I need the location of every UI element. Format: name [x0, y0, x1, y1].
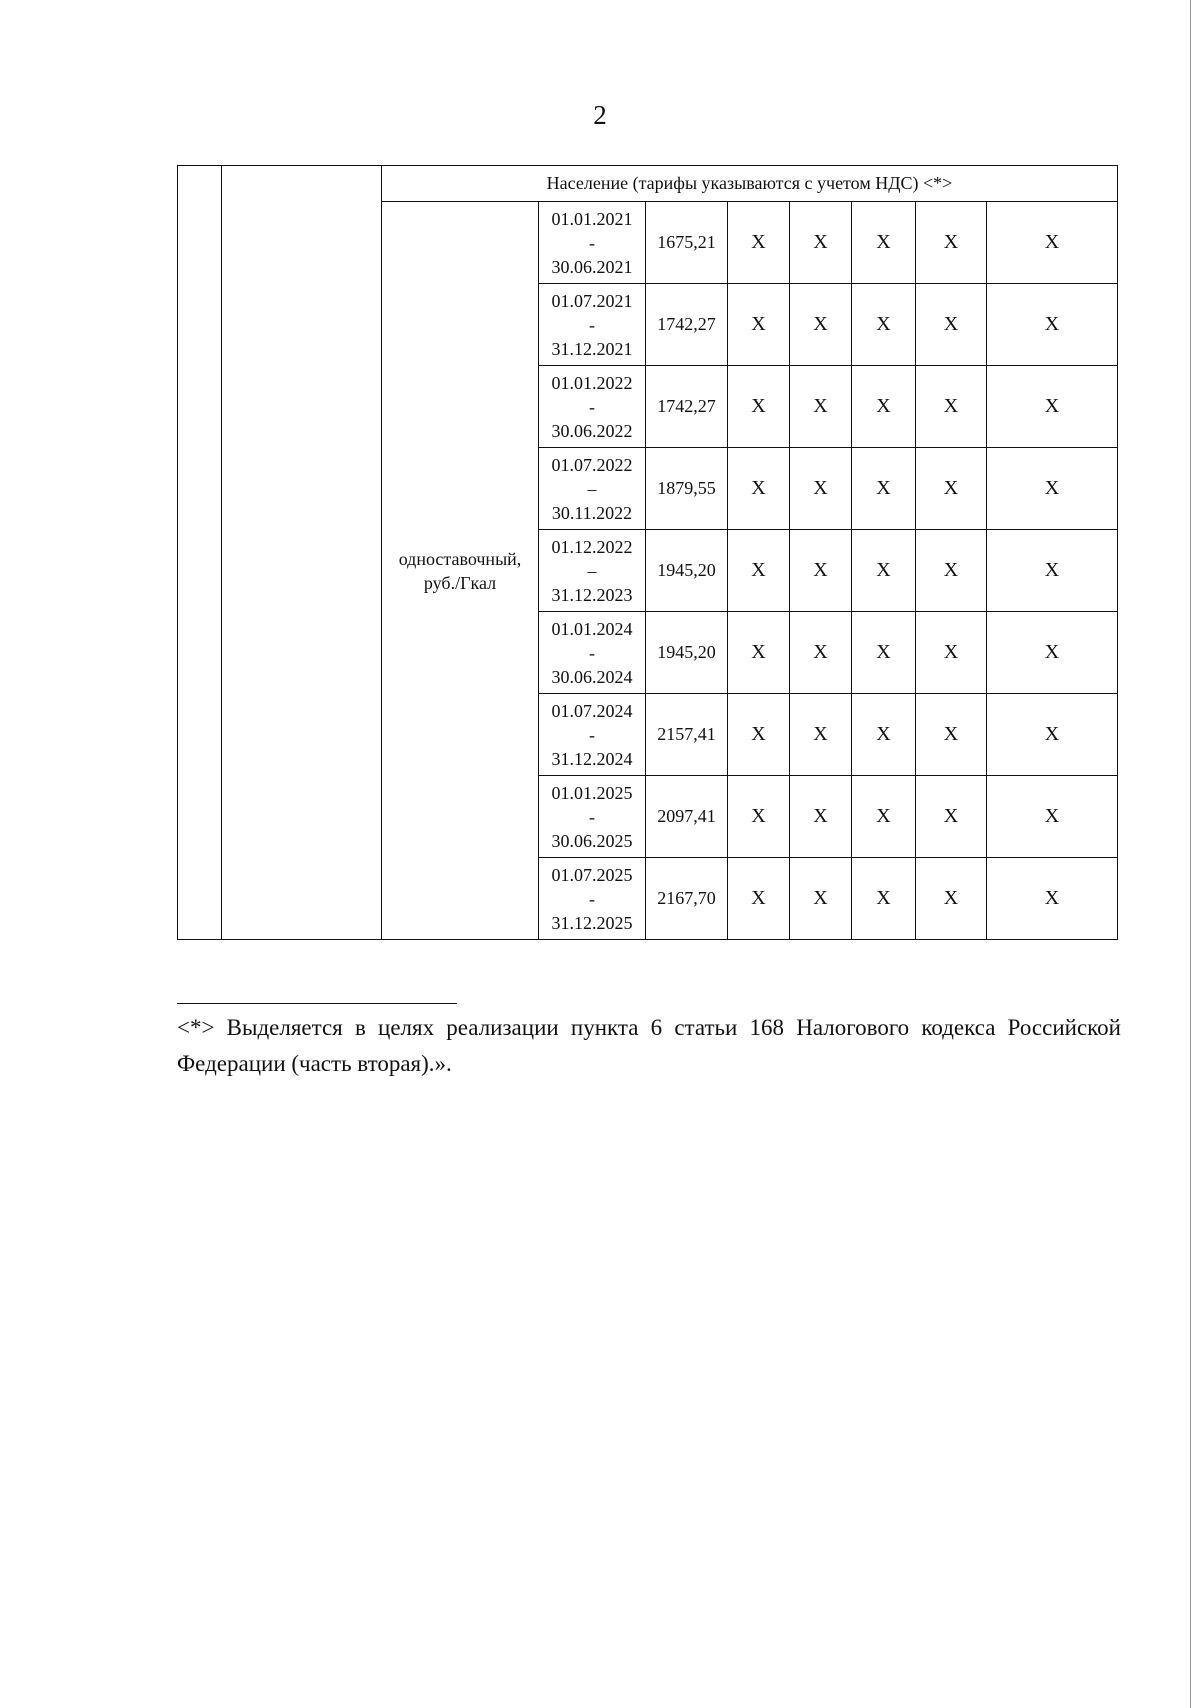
not-applicable-mark: Х: [916, 448, 987, 530]
footnote-text: <*> Выделяется в целях реализации пункта 6 статьи 168 Налогового кодекса Российской Федерации (часть вторая).».: [177, 1015, 1121, 1076]
period-separator: -: [589, 724, 595, 745]
table-header-row: [178, 166, 1118, 202]
period-cell: [539, 448, 646, 530]
period-separator: -: [589, 396, 595, 417]
not-applicable-mark: Х: [916, 366, 987, 448]
empty-number-column: [178, 166, 222, 940]
tariff-price: 2097,41: [646, 776, 728, 858]
tariff-price: 1945,20: [646, 612, 728, 694]
period-separator: –: [587, 560, 597, 581]
not-applicable-mark: Х: [728, 612, 790, 694]
not-applicable-mark: Х: [987, 366, 1118, 448]
not-applicable-mark: Х: [987, 448, 1118, 530]
not-applicable-mark: Х: [987, 776, 1118, 858]
not-applicable-mark: Х: [916, 694, 987, 776]
tariff-price: 2167,70: [646, 858, 728, 940]
not-applicable-mark: Х: [987, 858, 1118, 940]
tariff-price: 1675,21: [646, 202, 728, 284]
not-applicable-mark: Х: [728, 366, 790, 448]
period-end: 31.12.2023: [551, 584, 633, 605]
not-applicable-mark: Х: [728, 530, 790, 612]
not-applicable-mark: Х: [916, 858, 987, 940]
tariff-price: 1742,27: [646, 366, 728, 448]
period-start: 01.07.2024: [551, 700, 633, 721]
not-applicable-mark: Х: [790, 858, 852, 940]
not-applicable-mark: Х: [790, 612, 852, 694]
scan-edge-line: [1190, 0, 1191, 1708]
not-applicable-mark: Х: [852, 448, 916, 530]
tariff-price: 1742,27: [646, 284, 728, 366]
period-end: 30.06.2024: [551, 666, 633, 687]
period-start: 01.01.2024: [551, 618, 633, 639]
period-end: 30.06.2025: [551, 830, 633, 851]
not-applicable-mark: Х: [916, 284, 987, 366]
not-applicable-mark: Х: [852, 612, 916, 694]
period-start: 01.07.2021: [551, 290, 633, 311]
period-end: 31.12.2024: [551, 748, 633, 769]
not-applicable-mark: Х: [728, 694, 790, 776]
not-applicable-mark: Х: [987, 612, 1118, 694]
not-applicable-mark: Х: [790, 530, 852, 612]
not-applicable-mark: Х: [852, 202, 916, 284]
period-separator: -: [589, 314, 595, 335]
period-cell: [539, 202, 646, 284]
not-applicable-mark: Х: [728, 202, 790, 284]
period-cell: [539, 530, 646, 612]
not-applicable-mark: Х: [728, 858, 790, 940]
period-separator: –: [587, 478, 597, 499]
period-cell: [539, 284, 646, 366]
not-applicable-mark: Х: [987, 284, 1118, 366]
not-applicable-mark: Х: [852, 694, 916, 776]
not-applicable-mark: Х: [790, 202, 852, 284]
not-applicable-mark: Х: [852, 776, 916, 858]
tariff-price: 1945,20: [646, 530, 728, 612]
not-applicable-mark: Х: [790, 448, 852, 530]
period-cell: [539, 858, 646, 940]
not-applicable-mark: Х: [987, 694, 1118, 776]
period-separator: -: [589, 806, 595, 827]
period-separator: -: [589, 642, 595, 663]
period-end: 30.06.2021: [551, 256, 633, 277]
tariff-table: [177, 165, 1118, 940]
tariff-unit-label: одноставочный, руб./Гкал: [382, 202, 539, 940]
tariff-price: 1879,55: [646, 448, 728, 530]
period-start: 01.01.2025: [551, 782, 633, 803]
not-applicable-mark: Х: [916, 530, 987, 612]
not-applicable-mark: Х: [790, 694, 852, 776]
page-number: 2: [593, 100, 607, 130]
not-applicable-mark: Х: [790, 366, 852, 448]
population-header: Население (тарифы указываются с учетом НДС) <*>: [382, 166, 1118, 202]
period-cell: [539, 612, 646, 694]
period-cell: [539, 694, 646, 776]
not-applicable-mark: Х: [987, 530, 1118, 612]
not-applicable-mark: Х: [790, 284, 852, 366]
empty-name-column: [222, 166, 382, 940]
not-applicable-mark: Х: [852, 858, 916, 940]
not-applicable-mark: Х: [916, 612, 987, 694]
not-applicable-mark: Х: [916, 776, 987, 858]
not-applicable-mark: Х: [728, 776, 790, 858]
period-end: 30.11.2022: [551, 502, 633, 523]
period-cell: [539, 366, 646, 448]
period-end: 31.12.2021: [551, 338, 633, 359]
period-start: 01.12.2022: [551, 536, 633, 557]
not-applicable-mark: Х: [728, 284, 790, 366]
not-applicable-mark: Х: [790, 776, 852, 858]
period-separator: -: [589, 888, 595, 909]
not-applicable-mark: Х: [852, 284, 916, 366]
period-start: 01.07.2022: [551, 454, 633, 475]
period-end: 31.12.2025: [551, 912, 633, 933]
period-start: 01.01.2021: [551, 208, 633, 229]
not-applicable-mark: Х: [852, 366, 916, 448]
period-start: 01.07.2025: [551, 864, 633, 885]
not-applicable-mark: Х: [916, 202, 987, 284]
not-applicable-mark: Х: [852, 530, 916, 612]
period-separator: -: [589, 232, 595, 253]
not-applicable-mark: Х: [987, 202, 1118, 284]
not-applicable-mark: Х: [728, 448, 790, 530]
tariff-price: 2157,41: [646, 694, 728, 776]
period-start: 01.01.2022: [551, 372, 633, 393]
period-cell: [539, 776, 646, 858]
footnote-divider: [177, 1003, 457, 1004]
period-end: 30.06.2022: [551, 420, 633, 441]
